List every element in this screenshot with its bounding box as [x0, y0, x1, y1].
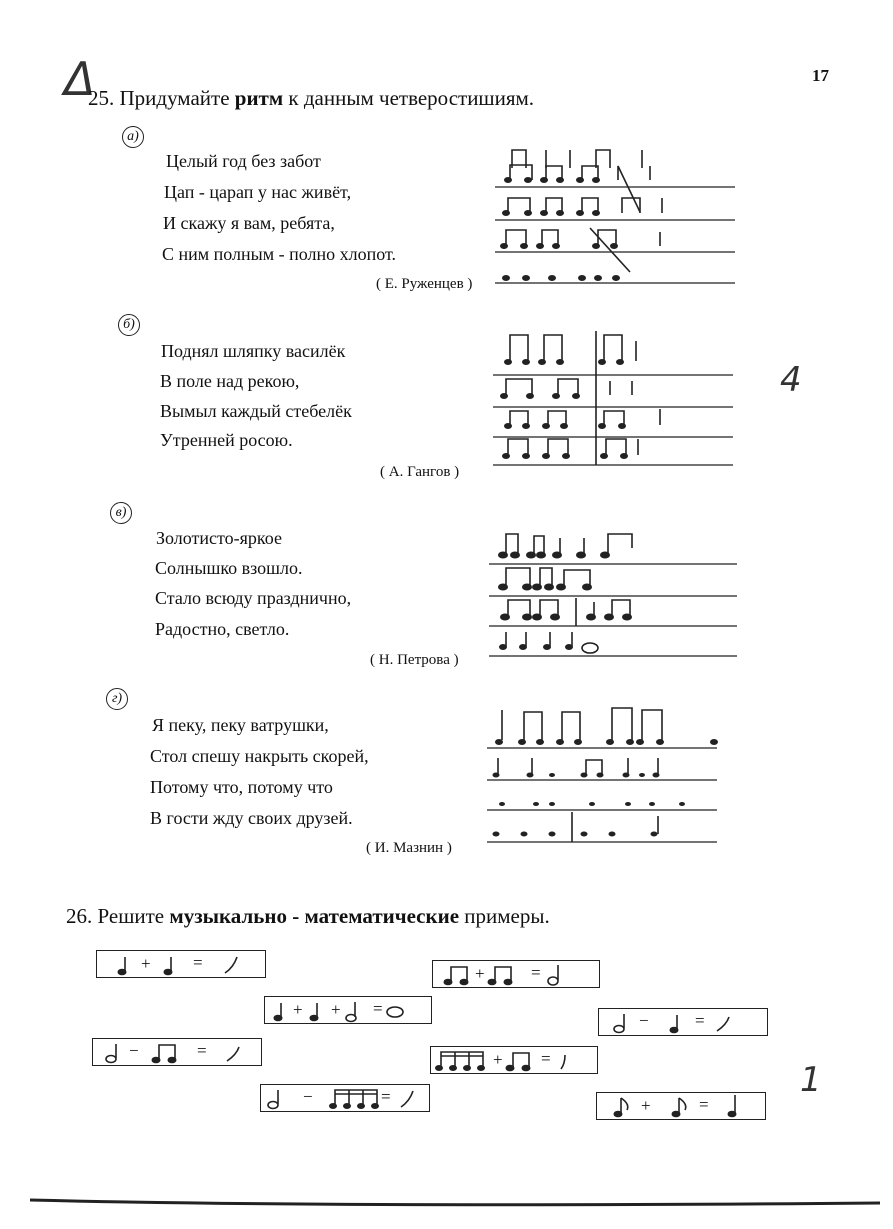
- task-26-title-pre: Решите: [92, 904, 170, 928]
- equation-box-6: [430, 1046, 598, 1074]
- equation-5-equals: =: [197, 1041, 207, 1060]
- equation-1-plus: +: [141, 954, 151, 973]
- equation-box-8: [596, 1092, 766, 1120]
- equation-box-3: [264, 996, 432, 1024]
- poem-a-line-3: И скажу я вам, ребята,: [163, 213, 335, 233]
- poem-v-line-4: Радостно, светло.: [155, 619, 290, 639]
- task-26-title: [66, 904, 550, 929]
- page-number: 17: [812, 66, 829, 85]
- equation-3-plus-1: +: [293, 1000, 303, 1019]
- poem-a-line-2: Цап - царап у нас живёт,: [164, 182, 352, 202]
- teacher-mark-grade-task26: 1: [800, 1060, 822, 1100]
- equation-2-plus: +: [475, 964, 485, 983]
- equation-8-notes: [597, 1093, 767, 1121]
- equation-7-minus: −: [303, 1087, 313, 1106]
- equation-5-notes: [93, 1039, 263, 1067]
- poem-a-line-4: С ним полным - полно хлопот.: [162, 244, 397, 264]
- poem-g-label: г): [106, 688, 128, 710]
- page-bottom-edge: [30, 1196, 880, 1208]
- equation-2-notes: [433, 961, 601, 989]
- poem-g-rhythm-staff: [482, 700, 722, 850]
- poem-g-line-3: Потому что, потому что: [150, 777, 333, 797]
- equation-4-minus: −: [639, 1011, 649, 1030]
- equation-box-1: [96, 950, 266, 978]
- poem-a-line-1: Целый год без забот: [166, 151, 321, 171]
- poem-b-rhythm-staff: [488, 325, 738, 475]
- poem-v-rhythm-staff: [484, 528, 742, 663]
- equation-box-2: [432, 960, 600, 988]
- poem-v-line-1: Золотисто-яркое: [156, 528, 282, 548]
- equation-8-equals: =: [699, 1095, 709, 1114]
- poem-b-line-2: В поле над рекою,: [160, 371, 300, 391]
- equation-box-7: [260, 1084, 430, 1112]
- poem-a-rhythm-staff: [490, 140, 740, 290]
- equation-3-plus-2: +: [331, 1000, 341, 1019]
- poem-b-line-1: Поднял шляпку василёк: [161, 341, 346, 361]
- equation-box-5: [92, 1038, 262, 1066]
- equation-7-notes: [261, 1085, 431, 1113]
- equation-3-equals: =: [373, 999, 383, 1018]
- equation-3-notes: [265, 997, 433, 1025]
- equation-8-plus: +: [641, 1096, 651, 1115]
- poem-b-line-4: Утренней росою.: [160, 430, 293, 450]
- equation-4-equals: =: [695, 1011, 705, 1030]
- poem-a-label: а): [122, 126, 144, 148]
- equation-4-notes: [599, 1009, 769, 1037]
- poem-a-author: ( Е. Руженцев ): [376, 276, 473, 292]
- teacher-mark-corner: Δ: [64, 52, 96, 106]
- task-25-title: [88, 86, 534, 111]
- poem-v-label: в): [110, 502, 132, 524]
- equation-6-notes: [431, 1047, 599, 1075]
- poem-g-line-4: В гости жду своих друзей.: [150, 808, 353, 828]
- task-25-title-pre: Придумайте: [114, 86, 235, 110]
- poem-v-author: ( Н. Петрова ): [370, 652, 459, 668]
- equation-5-minus: −: [129, 1041, 139, 1060]
- teacher-mark-grade-task25: 4: [780, 360, 802, 400]
- task-25-number: 25.: [88, 86, 115, 110]
- task-25-title-bold: ритм: [234, 86, 284, 110]
- equation-6-equals: =: [541, 1049, 551, 1068]
- task-26-title-bold: музыкально - математические: [169, 904, 460, 928]
- poem-v-line-3: Стало всюду празднично,: [155, 588, 352, 608]
- task-26-title-post: примеры.: [459, 904, 550, 928]
- equation-6-plus: +: [493, 1050, 503, 1069]
- poem-g-line-2: Стол спешу накрыть скорей,: [150, 746, 369, 766]
- poem-b-line-3: Вымыл каждый стебелёк: [160, 401, 352, 421]
- equation-1-notes: [97, 951, 267, 979]
- poem-v-line-2: Солнышко взошло.: [155, 558, 303, 578]
- task-26-number: 26.: [66, 904, 93, 928]
- equation-7-equals: =: [381, 1087, 391, 1106]
- poem-g-author: ( И. Мазнин ): [366, 840, 452, 856]
- equation-2-equals: =: [531, 963, 541, 982]
- task-25-title-post: к данным четверостишиям.: [283, 86, 535, 110]
- poem-b-label: б): [118, 314, 140, 336]
- poem-g-line-1: Я пеку, пеку ватрушки,: [152, 715, 329, 735]
- equation-1-equals: =: [193, 953, 203, 972]
- poem-b-author: ( А. Гангов ): [380, 464, 460, 480]
- equation-box-4: [598, 1008, 768, 1036]
